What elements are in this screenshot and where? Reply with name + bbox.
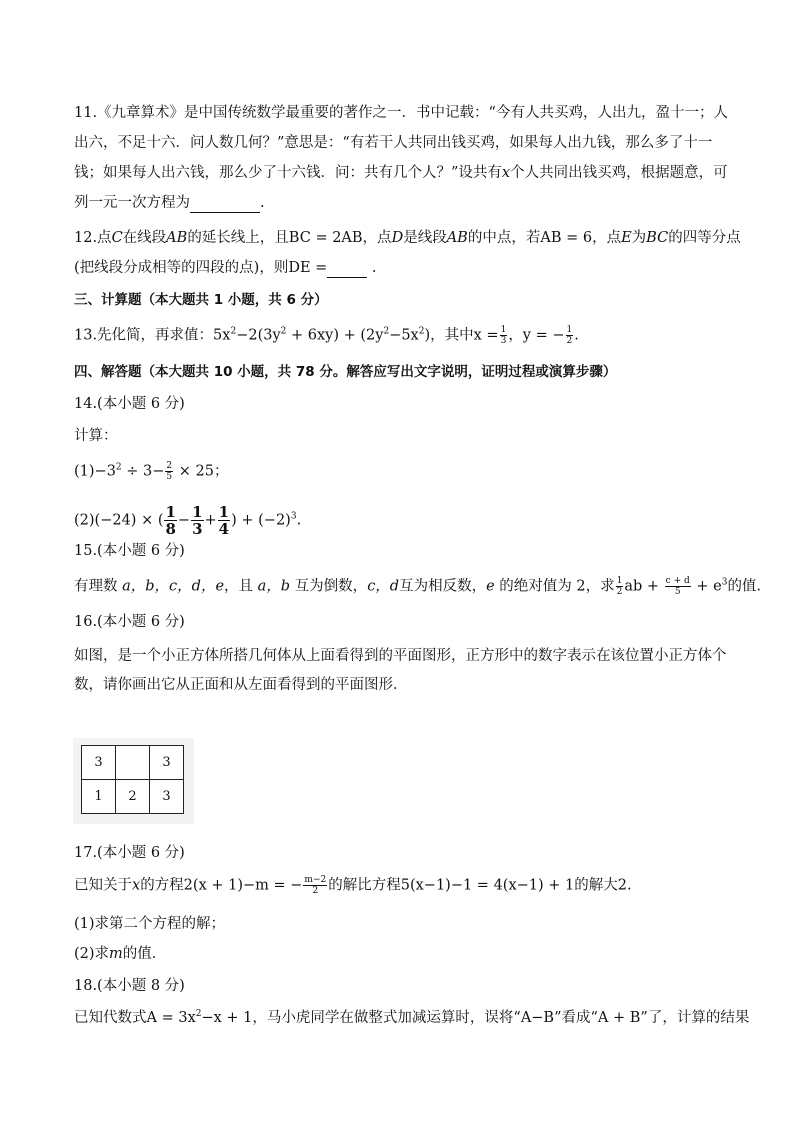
q14-part-2: (2)(−24) × ( $\frac{1}{8}$ − $\frac{1}{3}$ + $\frac{1}{4}$ ) + $(-2)^3$.: [74, 503, 302, 538]
section-3-heading: 三、计算题（本大题共 1 小题，共 6 分）: [74, 292, 328, 308]
grid-cell: 1: [82, 780, 116, 814]
fraction: $\frac{1}{3}$: [500, 325, 507, 346]
q12-line-2: (把线段分成相等的四段的点)，则DE = .: [74, 260, 377, 276]
top-view-grid: [81, 745, 184, 814]
grid-cell: 3: [150, 780, 184, 814]
fraction: $\frac{2}{5}$: [166, 461, 173, 482]
q15-heading: 15.(本小题 6 分): [74, 543, 185, 559]
answer-blank[interactable]: [190, 196, 260, 213]
q11-line-2: 出六，不足十六．问人数几何？”意思是：“有若干人共同出钱买鸡，如果每人出九钱，那么多了十一: [74, 135, 713, 151]
q16-heading: 16.(本小题 6 分): [74, 614, 185, 630]
grid-cell: 3: [82, 746, 116, 780]
grid-cell: 3: [150, 746, 184, 780]
q14-heading: 14.(本小题 6 分): [74, 396, 185, 412]
q17-statement: 已知关于x的方程2(x + 1)−m = − $\frac{m-2}{2}$ 的解比方程5(x−1)−1 = 4(x−1) + 1的解大2.: [74, 875, 632, 896]
q11-line-3: 钱；如果每人出六钱，那么少了十六钱．问：共有几个人？”设共有x个人共同出钱买鸡，根据题意，可: [74, 165, 728, 181]
fraction: $\frac{m-2}{2}$: [304, 875, 327, 896]
q17-part-2: (2)求m的值．: [74, 946, 167, 962]
fraction: $\frac{1}{8}$: [165, 503, 176, 538]
q11-line-4: 列一元一次方程为 .: [74, 195, 265, 211]
q18-line: 已知代数式$A = 3x^2-x + 1$，马小虎同学在做整式加减运算时，误将“A−B”看成“A + B”了，计算的结果: [74, 1009, 750, 1026]
q11-line-1: 11.《九章算术》是中国传统数学最重要的著作之一．书中记载：“今有人共买鸡，人出九，盈十一；人: [74, 105, 728, 121]
q16-line-2: 数，请你画出它从正面和从左面看得到的平面图形．: [74, 677, 408, 693]
q14-intro: 计算：: [74, 428, 118, 444]
grid-cell: 2: [116, 780, 150, 814]
q18-heading: 18.(本小题 8 分): [74, 978, 185, 994]
q12-line-1: 12.点C在线段AB的延长线上，且BC = 2AB，点D是线段AB的中点，若AB = 6，点E为BC的四等分点: [74, 230, 741, 246]
grid-cell: [116, 746, 150, 780]
q17-part-1: (1)求第二个方程的解；: [74, 916, 226, 932]
fraction: $\frac{1}{4}$: [218, 503, 230, 538]
top-view-figure: [73, 738, 194, 824]
q15-line: 有理数 a，b，c，d，e，且 a，b 互为倒数，c，d互为相反数，e 的绝对值为 2，求 $\frac{1}{2}$ ab + $\frac{c + d}{5}$ + $e^3$的值.: [74, 576, 762, 597]
q14-part-1: $(1)-3^2 \div 3-$ $\frac{2}{5}$ × 25；: [74, 461, 229, 482]
fraction: $\frac{1}{3}$: [192, 503, 203, 538]
fraction: $\frac{1}{2}$: [616, 576, 623, 597]
q13-line: 13.先化简，再求值：$5x^2-2(3y^2 + 6xy) + (2y^2-5x^2)$，其中x = $\frac{1}{3}$ ，y = − $\frac{1}{2}$ .: [74, 325, 579, 346]
q16-line-1: 如图，是一个小正方体所搭几何体从上面看得到的平面图形，正方形中的数字表示在该位置小正方体个: [74, 648, 727, 664]
answer-blank[interactable]: [327, 261, 367, 278]
q17-heading: 17.(本小题 6 分): [74, 845, 185, 861]
fraction: $\frac{c + d}{5}$: [665, 576, 690, 597]
section-4-heading: 四、解答题（本大题共 10 小题，共 78 分。解答应写出文字说明，证明过程或演算步骤）: [74, 364, 617, 380]
fraction: $\frac{1}{2}$: [566, 325, 573, 346]
